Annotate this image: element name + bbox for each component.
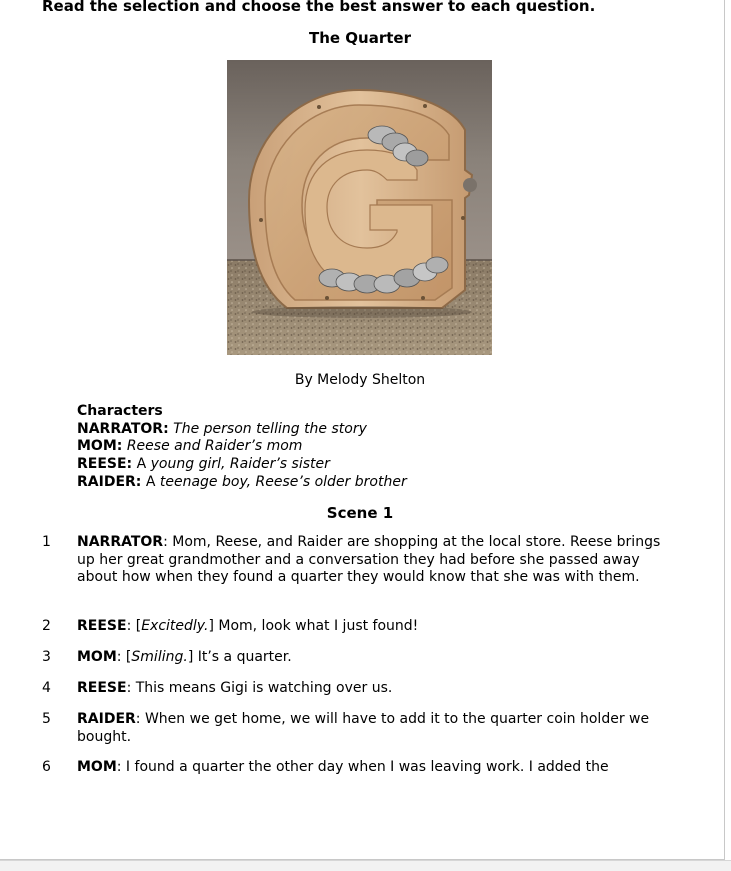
horizontal-scrollbar-track[interactable]	[0, 860, 731, 871]
stage-direction: Excitedly.	[141, 618, 209, 634]
speaker-name: REESE	[77, 680, 127, 696]
speaker-name: REESE	[77, 618, 127, 634]
paragraph-text	[77, 534, 677, 587]
paragraph-number: 2	[42, 618, 51, 634]
paragraph-text: REESE: [Excitedly.] Mom, look what I just found!	[77, 618, 419, 634]
paragraph-number: 1	[42, 534, 51, 550]
character-narrator	[77, 421, 407, 439]
characters-heading: Characters	[77, 403, 163, 419]
character-desc-prefix: A	[145, 473, 160, 490]
character-description: teenage boy, Reese’s older brother	[159, 473, 407, 490]
letter-g-coin-bank-image	[227, 60, 492, 355]
paragraph-text: MOM: [Smiling.] It’s a quarter.	[77, 649, 292, 665]
character-desc-prefix: A	[136, 456, 151, 473]
dialogue-text: : This means Gigi is watching over us.	[126, 680, 393, 696]
paragraph-number: 5	[42, 711, 51, 727]
dialogue-text: Mom, look what I just found!	[213, 618, 419, 634]
dialogue-text: : I found a quarter the other day when I was leaving work. I added the	[116, 759, 609, 775]
character-description: Reese and Raider’s mom	[126, 438, 303, 455]
paragraph-text	[77, 680, 677, 698]
paragraph-text	[77, 759, 677, 777]
stage-direction: Smiling.	[131, 649, 188, 665]
paragraph-number: 6	[42, 759, 51, 775]
scene-heading: Scene 1	[326, 504, 394, 522]
paragraph-number: 4	[42, 680, 51, 696]
dialogue-text: It’s a quarter.	[193, 649, 292, 665]
character-raider	[77, 474, 407, 492]
character-reese	[77, 456, 407, 474]
character-description: young girl, Raider’s sister	[150, 456, 330, 473]
story-title: The Quarter	[309, 29, 411, 47]
speaker-name: MOM	[77, 649, 117, 665]
character-role: MOM:	[77, 438, 123, 455]
character-mom	[77, 438, 407, 456]
paragraph-text	[77, 711, 677, 746]
byline: By Melody Shelton	[294, 372, 426, 388]
speaker-name: MOM	[77, 759, 117, 775]
character-role: RAIDER:	[77, 473, 142, 490]
paragraph-number: 3	[42, 649, 51, 665]
character-role: REESE:	[77, 456, 133, 473]
dialogue-text: : When we get home, we will have to add it to the quarter coin holder we bought.	[77, 711, 650, 745]
speaker-name: RAIDER	[77, 711, 136, 727]
characters-list	[77, 403, 407, 492]
speaker-name: NARRATOR	[77, 534, 164, 550]
instructions-text: Read the selection and choose the best answer to each question.	[42, 0, 596, 15]
character-role: NARRATOR:	[77, 420, 169, 437]
dialogue-text: : Mom, Reese, and Raider are shopping at the local store. Reese brings up her great grandmother and a conversation they had before she passed away about how when they found a quarter they would know that she was with them.	[77, 534, 661, 585]
character-description: The person telling the story	[173, 420, 367, 437]
